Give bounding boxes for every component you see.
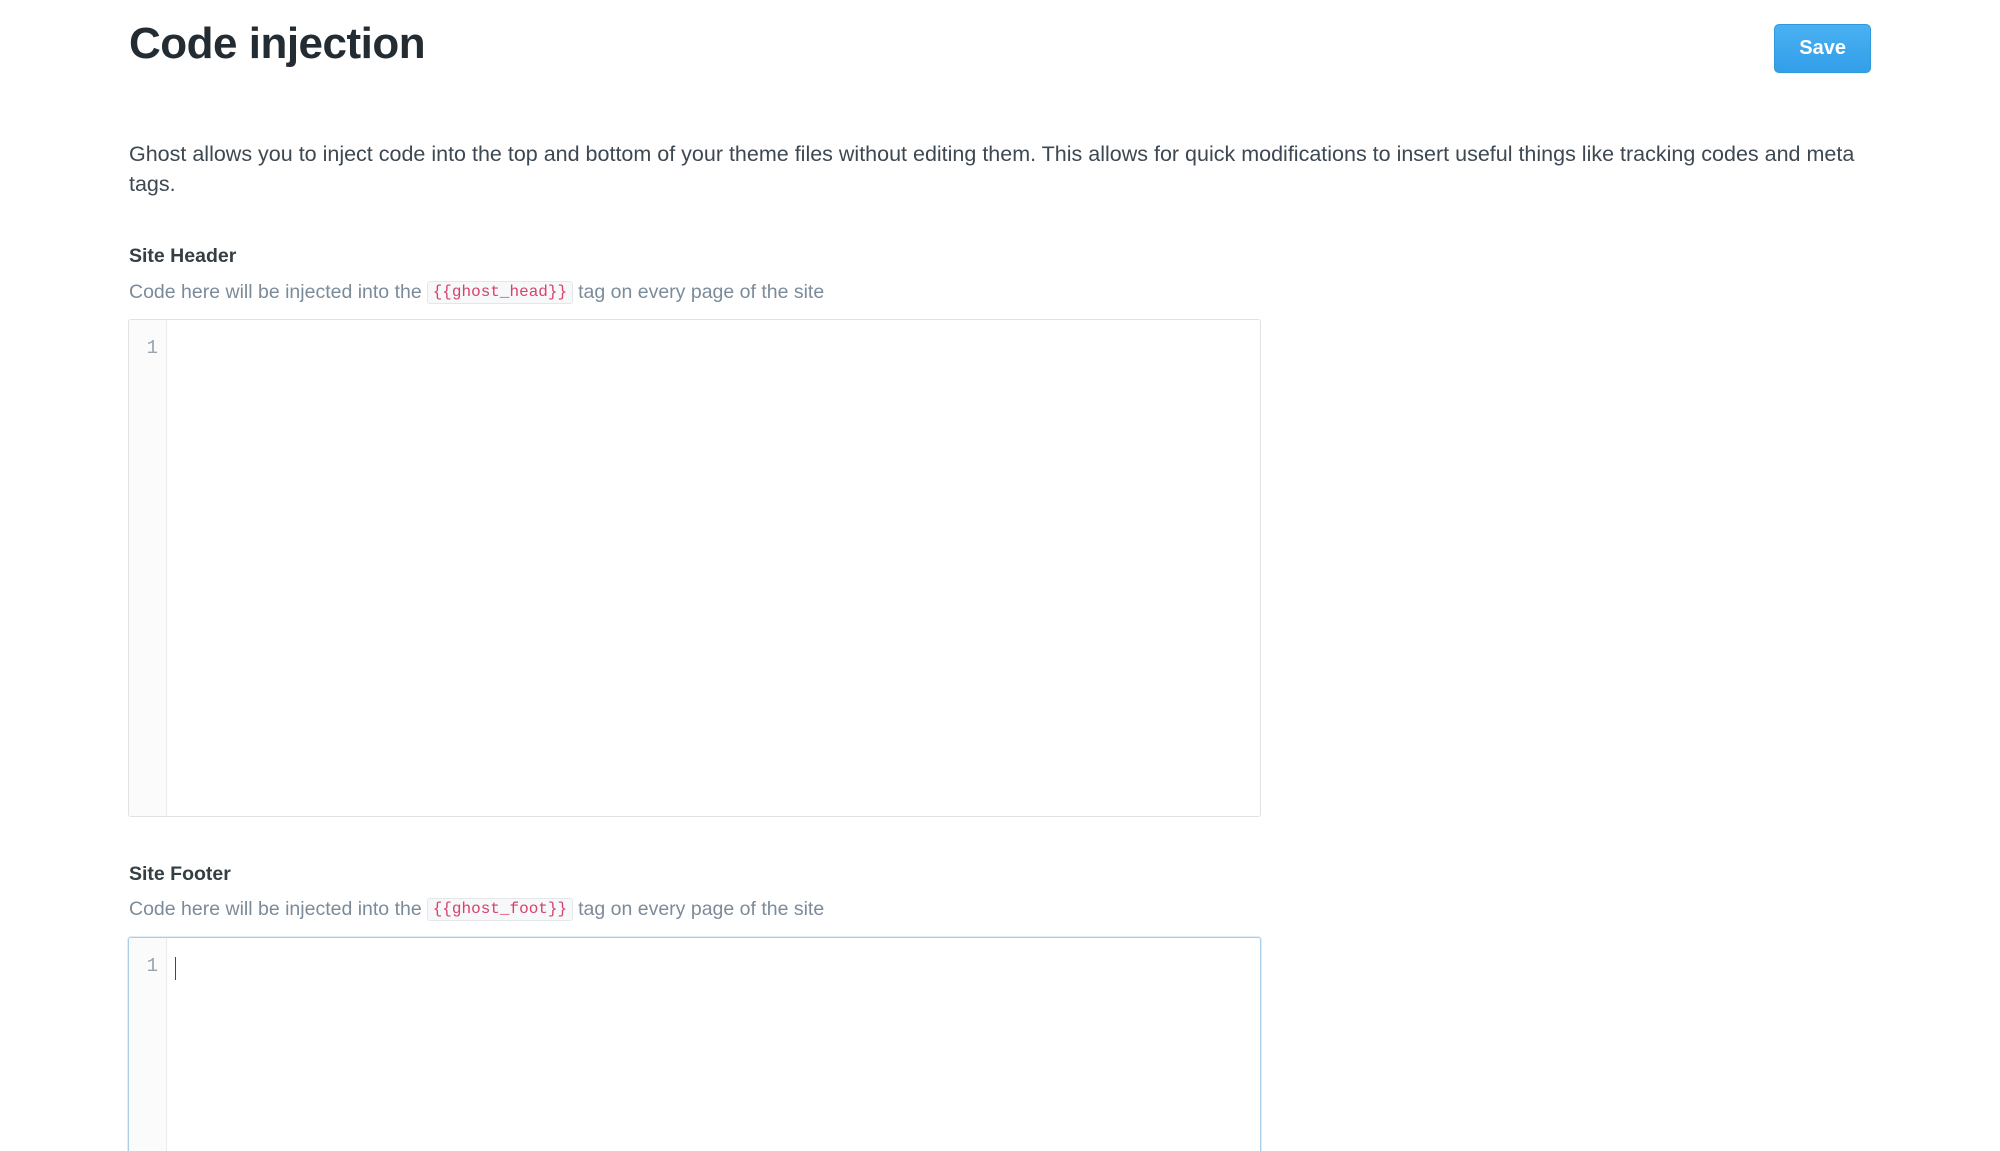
site-footer-label: Site Footer <box>129 862 231 885</box>
site-footer-field <box>128 862 1872 1151</box>
page-header <box>128 0 1872 96</box>
site-header-help <box>129 279 1872 306</box>
page-title: Code injection <box>129 19 426 68</box>
site-footer-help-after: tag on every page of the site <box>578 898 825 921</box>
site-header-field <box>128 244 1872 817</box>
ghost-foot-token: {{ghost_foot}} <box>427 898 573 921</box>
text-cursor <box>175 957 176 980</box>
site-footer-help <box>129 896 1872 923</box>
site-header-code-editor[interactable] <box>128 319 1261 817</box>
site-header-label: Site Header <box>129 245 237 268</box>
site-footer-gutter <box>129 938 167 1151</box>
site-footer-help-before: Code here will be injected into the <box>129 898 422 921</box>
line-number: 1 <box>146 954 158 977</box>
ghost-head-token: {{ghost_head}} <box>427 281 573 304</box>
site-header-help-after: tag on every page of the site <box>578 280 825 303</box>
save-button[interactable]: Save <box>1774 24 1871 73</box>
site-header-code-input[interactable] <box>167 320 1260 816</box>
site-header-help-before: Code here will be injected into the <box>129 280 422 303</box>
page-description: Ghost allows you to inject code into the top and bottom of your theme files without editing them. This allows for quick modifications to insert useful things like tracking codes and meta tags. <box>129 142 1855 196</box>
site-footer-code-input[interactable] <box>167 938 1260 1151</box>
site-header-gutter <box>129 320 167 816</box>
line-number: 1 <box>146 336 158 359</box>
site-footer-code-editor[interactable] <box>128 937 1261 1151</box>
